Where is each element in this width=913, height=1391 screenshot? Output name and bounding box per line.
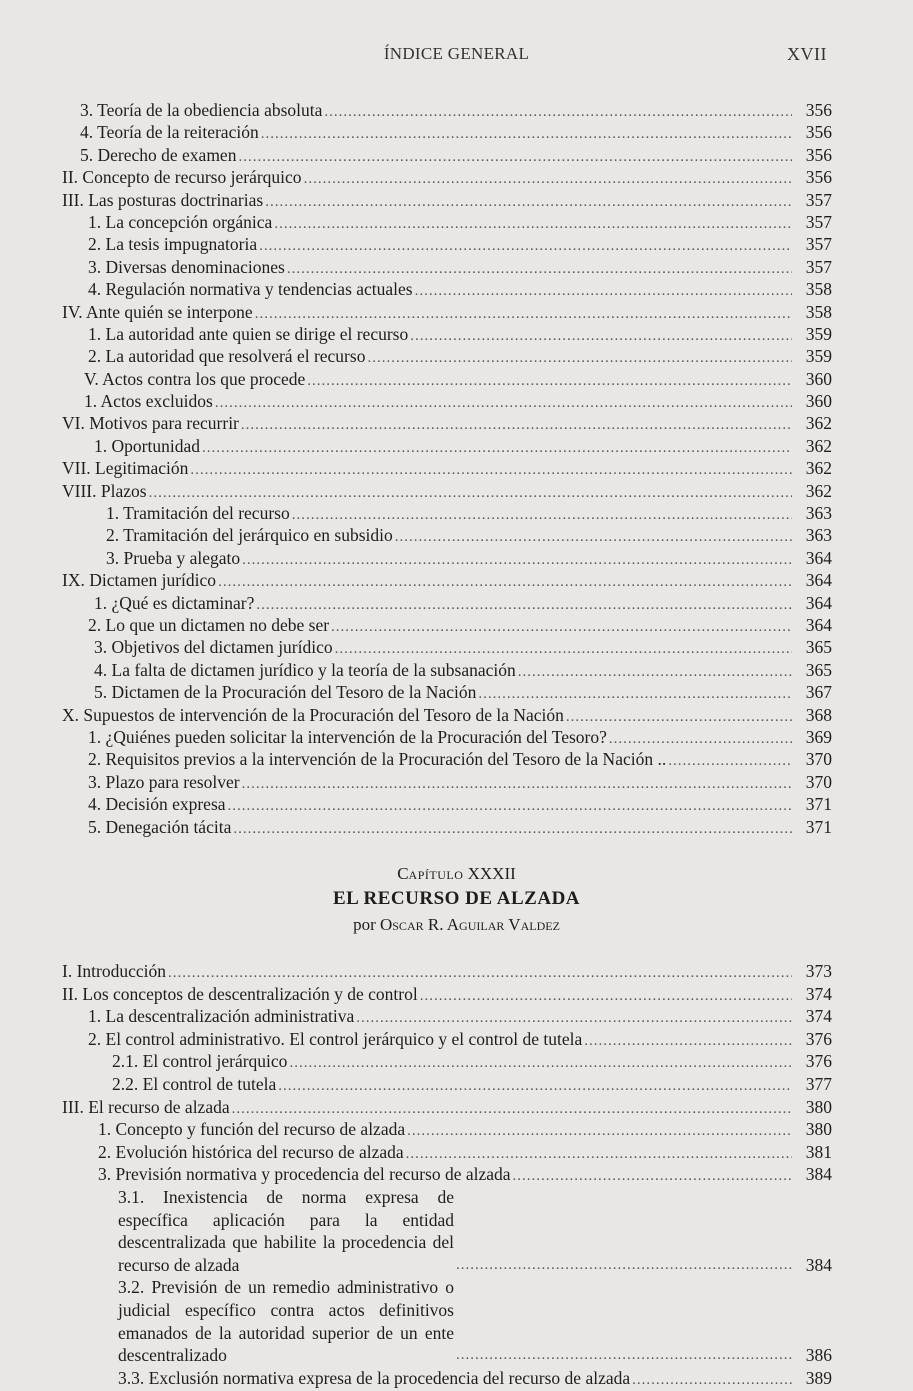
- toc-entry-title: I. Introducción: [62, 961, 166, 981]
- running-head-title: ÍNDICE GENERAL: [383, 44, 530, 63]
- toc-entry-page: 371: [805, 816, 832, 837]
- toc-entry-page: 376: [805, 1028, 832, 1049]
- toc-entry: [62, 502, 832, 524]
- toc-entry: [62, 748, 832, 770]
- toc-entry-page: 384: [805, 1254, 832, 1275]
- chapter-title: EL RECURSO DE ALZADA: [332, 888, 581, 909]
- dot-leader: [238, 146, 792, 168]
- toc-entry-title: 1. La autoridad ante quien se dirige el recurso: [88, 323, 409, 344]
- toc-entry: [62, 704, 832, 726]
- toc-entry-page: 365: [805, 659, 832, 680]
- toc-entry-title: 1. Tramitación del recurso: [106, 503, 290, 524]
- toc-entry: [62, 256, 832, 278]
- toc-entry-title: V. Actos contra los que procede: [84, 368, 306, 389]
- dot-leader: [202, 437, 792, 459]
- toc-entry-title: 3. Diversas denominaciones: [88, 256, 285, 277]
- toc-entry: [62, 726, 832, 748]
- toc-entry-title: 2. Lo que un dictamen no debe ser: [88, 614, 330, 635]
- toc-entry-page: 374: [805, 983, 832, 1004]
- toc-entry-title: 1. ¿Qué es dictaminar?: [94, 592, 255, 613]
- chapter-heading: [0, 862, 913, 938]
- toc-entry-title: VIII. Plazos: [62, 480, 147, 501]
- toc-entry-title: 3. Objetivos del dictamen jurídico: [94, 637, 333, 658]
- table-of-contents-part-2: [62, 960, 832, 1389]
- toc-entry-page: 362: [805, 480, 832, 501]
- toc-entry-page: 358: [805, 279, 832, 300]
- dot-leader: [331, 616, 792, 638]
- dot-leader: [256, 594, 792, 616]
- dot-leader: [278, 1075, 792, 1098]
- toc-entry-title: 5. Denegación tácita: [88, 816, 232, 837]
- toc-entry-title: 2.1. El control jerárquico: [112, 1051, 288, 1072]
- toc-entry: [62, 345, 832, 367]
- toc-entry-title: VI. Motivos para recurrir: [62, 413, 239, 434]
- toc-entry-title: 4. La falta de dictamen jurídico y la teoría de la subsanación: [94, 659, 516, 680]
- dot-leader: [274, 213, 792, 235]
- toc-entry-title: 3.3. Exclusión normativa expresa de la procedencia del recurso de alzada: [118, 1367, 631, 1388]
- toc-entry-title: 1. Actos excluidos: [84, 391, 213, 412]
- dot-leader: [218, 571, 792, 593]
- toc-entry: [62, 983, 832, 1006]
- dot-leader: [395, 526, 792, 548]
- toc-entry: [62, 793, 832, 815]
- dot-leader: [420, 985, 792, 1008]
- toc-entry-title: 3. Previsión normativa y procedencia del recurso de alzada: [98, 1164, 511, 1185]
- dot-leader: [478, 683, 792, 705]
- toc-entry-title: 3. Teoría de la obediencia absoluta: [80, 100, 323, 120]
- toc-entry: [62, 390, 832, 412]
- toc-entry-page: 365: [805, 637, 832, 658]
- dot-leader: [304, 168, 792, 190]
- dot-leader: [566, 706, 792, 728]
- chapter-label-first: C: [397, 864, 409, 883]
- author-prefix: por: [353, 915, 376, 934]
- toc-entry: [62, 1141, 832, 1164]
- toc-entry: [62, 211, 832, 233]
- dot-leader: [232, 1098, 792, 1121]
- dot-leader: [584, 1030, 792, 1053]
- toc-entry: [62, 1096, 832, 1119]
- toc-entry: [62, 323, 832, 345]
- toc-entry-page: 386: [805, 1345, 832, 1366]
- toc-entry-page: 359: [805, 346, 832, 367]
- toc-entry-page: 370: [805, 749, 832, 770]
- toc-entry-title: II. Concepto de recurso jerárquico: [62, 167, 302, 188]
- chapter-author: [0, 912, 913, 938]
- toc-entry-title: 3. Prueba y alegato: [106, 547, 241, 568]
- toc-entry-title: 1. La concepción orgánica: [88, 211, 273, 232]
- toc-entry-title: 2.2. El control de tutela: [112, 1073, 277, 1094]
- toc-entry-page: 374: [805, 1006, 832, 1027]
- dot-leader: [356, 1007, 792, 1030]
- author-name: Oscar R. Aguilar Valdez: [379, 915, 560, 934]
- toc-entry-page: 364: [805, 570, 832, 591]
- dot-leader: [190, 459, 792, 481]
- toc-entry: [62, 659, 832, 681]
- toc-entry-page: 389: [805, 1367, 832, 1388]
- toc-entry-page: 380: [805, 1119, 832, 1140]
- dot-leader: [242, 773, 792, 795]
- toc-entry-page: 362: [805, 413, 832, 434]
- toc-entry-page: 364: [805, 614, 832, 635]
- toc-entry: [62, 960, 832, 983]
- dot-leader: [367, 347, 792, 369]
- toc-entry: [62, 301, 832, 323]
- toc-entry-page: 356: [805, 144, 832, 165]
- toc-entry-page: 373: [805, 961, 832, 981]
- chapter-number: XXXII: [467, 864, 516, 883]
- toc-entry: [62, 1118, 832, 1141]
- toc-entry-title: III. El recurso de alzada: [62, 1096, 230, 1117]
- toc-entry-title: 2. La autoridad que resolverá el recurso: [88, 346, 366, 367]
- toc-entry-title: VII. Legitimación: [62, 458, 189, 479]
- toc-entry: [62, 636, 832, 658]
- toc-entry-title: 1. Oportunidad: [94, 435, 200, 456]
- toc-entry-page: 356: [805, 167, 832, 188]
- toc-entry: [62, 99, 832, 121]
- dot-leader: [287, 258, 792, 280]
- dot-leader: [261, 123, 792, 145]
- toc-entry-title: 4. Regulación normativa y tendencias actuales: [88, 279, 413, 300]
- toc-entry-page: 384: [805, 1164, 832, 1185]
- toc-entry: [62, 547, 832, 569]
- toc-entry-title: 3. Plazo para resolver: [88, 771, 240, 792]
- dot-leader: [668, 750, 792, 772]
- toc-entry-page: 362: [805, 458, 832, 479]
- toc-entry-page: 364: [805, 592, 832, 613]
- dot-leader: [518, 661, 792, 683]
- toc-entry-page: 364: [805, 547, 832, 568]
- toc-entry: [62, 1005, 832, 1028]
- dot-leader: [241, 414, 792, 436]
- toc-entry-page: 359: [805, 323, 832, 344]
- dot-leader: [410, 325, 792, 347]
- dot-leader: [609, 728, 792, 750]
- dot-leader: [415, 280, 792, 302]
- dot-leader: [168, 962, 792, 985]
- toc-entry-page: 356: [805, 100, 832, 120]
- toc-entry-title: 5. Dictamen de la Procuración del Tesoro de la Nación: [94, 682, 477, 703]
- dot-leader: [259, 235, 792, 257]
- toc-entry: [62, 524, 832, 546]
- dot-leader: [265, 191, 792, 213]
- dot-leader: [456, 1254, 792, 1277]
- toc-entry-page: 357: [805, 211, 832, 232]
- toc-entry-title: 1. ¿Quiénes pueden solicitar la intervención de la Procuración del Tesoro?: [88, 726, 607, 747]
- toc-entry: [62, 144, 832, 166]
- toc-entry: [62, 771, 832, 793]
- toc-entry-page: 357: [805, 189, 832, 210]
- toc-entry-page: 363: [805, 503, 832, 524]
- running-head: [0, 44, 913, 68]
- toc-entry: [62, 1073, 832, 1096]
- dot-leader: [513, 1165, 792, 1188]
- toc-entry-page: 363: [805, 525, 832, 546]
- dot-leader: [292, 504, 792, 526]
- dot-leader: [233, 818, 792, 840]
- toc-entry-page: 357: [805, 234, 832, 255]
- toc-entry-page: 362: [805, 435, 832, 456]
- toc-entry-title: IV. Ante quién se interpone: [62, 301, 253, 322]
- toc-entry: [62, 1028, 832, 1051]
- toc-entry-title: 1. La descentralización administrativa: [88, 1006, 355, 1027]
- toc-entry-title: 4. Teoría de la reiteración: [80, 122, 259, 143]
- toc-entry-title: 2. Requisitos previos a la intervención de la Procuración del Tesoro de la Nación ..: [88, 749, 667, 770]
- toc-entry-page: 370: [805, 771, 832, 792]
- toc-entry: [62, 569, 832, 591]
- toc-entry-title: 1. Concepto y función del recurso de alzada: [98, 1119, 406, 1140]
- toc-entry: [62, 1163, 832, 1186]
- toc-entry: [62, 1367, 832, 1390]
- table-of-contents-part-1: [62, 99, 832, 838]
- toc-entry-page: 356: [805, 122, 832, 143]
- toc-entry-page: 360: [805, 368, 832, 389]
- toc-entry-title: III. Las posturas doctrinarias: [62, 189, 264, 210]
- toc-entry: [62, 166, 832, 188]
- toc-entry-page: 367: [805, 682, 832, 703]
- toc-entry-title: 2. Evolución histórica del recurso de alzada: [98, 1141, 404, 1162]
- toc-entry-title: IX. Dictamen jurídico: [62, 570, 217, 591]
- toc-entry: [62, 412, 832, 434]
- toc-entry: [62, 681, 832, 703]
- toc-entry: [62, 1050, 832, 1073]
- toc-entry-page: 380: [805, 1096, 832, 1117]
- dot-leader: [456, 1344, 792, 1367]
- toc-entry: [62, 189, 832, 211]
- toc-entry-page: 377: [805, 1073, 832, 1094]
- toc-entry: [62, 480, 832, 502]
- toc-entry-page: 368: [805, 704, 832, 725]
- page-folio: XVII: [787, 44, 827, 64]
- dot-leader: [149, 482, 792, 504]
- toc-entry-title: 4. Decisión expresa: [88, 794, 226, 815]
- toc-entry-page: 376: [805, 1051, 832, 1072]
- dot-leader: [335, 638, 792, 660]
- toc-entry-title: 3.2. Previsión de un remedio administrativo o judicial específico contra actos definitivos emanados de la autoridad superior de un ente descentralizado: [118, 1277, 454, 1366]
- toc-entry: [62, 435, 832, 457]
- toc-entry-title: X. Supuestos de intervención de la Procuración del Tesoro de la Nación: [62, 704, 564, 725]
- dot-leader: [242, 549, 792, 571]
- toc-entry: [62, 1186, 832, 1276]
- toc-entry: [62, 457, 832, 479]
- dot-leader: [324, 101, 792, 123]
- dot-leader: [228, 795, 792, 817]
- toc-entry-title: 2. El control administrativo. El control jerárquico y el control de tutela: [88, 1028, 583, 1049]
- toc-entry-title: 2. Tramitación del jerárquico en subsidio: [106, 525, 393, 546]
- dot-leader: [289, 1052, 792, 1075]
- toc-entry-title: 2. La tesis impugnatoria: [88, 234, 258, 255]
- dot-leader: [407, 1120, 792, 1143]
- chapter-label: [0, 862, 913, 886]
- dot-leader: [255, 303, 792, 325]
- toc-entry: [62, 592, 832, 614]
- dot-leader: [632, 1369, 792, 1391]
- toc-entry-page: 369: [805, 726, 832, 747]
- toc-entry-title: 3.1. Inexistencia de norma expresa de específica aplicación para la entidad descentralizada que habilite la procedencia del recurso de alzada: [118, 1186, 454, 1275]
- toc-entry: [62, 614, 832, 636]
- toc-entry: [62, 121, 832, 143]
- toc-entry-title: 5. Derecho de examen: [80, 144, 237, 165]
- toc-entry-page: 371: [805, 794, 832, 815]
- toc-entry: [62, 1276, 832, 1366]
- dot-leader: [307, 370, 792, 392]
- toc-entry: [62, 278, 832, 300]
- dot-leader: [215, 392, 792, 414]
- dot-leader: [406, 1143, 792, 1166]
- toc-entry-page: 357: [805, 256, 832, 277]
- toc-entry-page: 360: [805, 391, 832, 412]
- chapter-label-rest: apítulo: [408, 864, 464, 883]
- toc-entry: [62, 368, 832, 390]
- toc-entry-title: II. Los conceptos de descentralización y de control: [62, 983, 418, 1004]
- toc-entry: [62, 816, 832, 838]
- toc-entry: [62, 233, 832, 255]
- toc-entry-page: 358: [805, 301, 832, 322]
- toc-entry-page: 381: [805, 1141, 832, 1162]
